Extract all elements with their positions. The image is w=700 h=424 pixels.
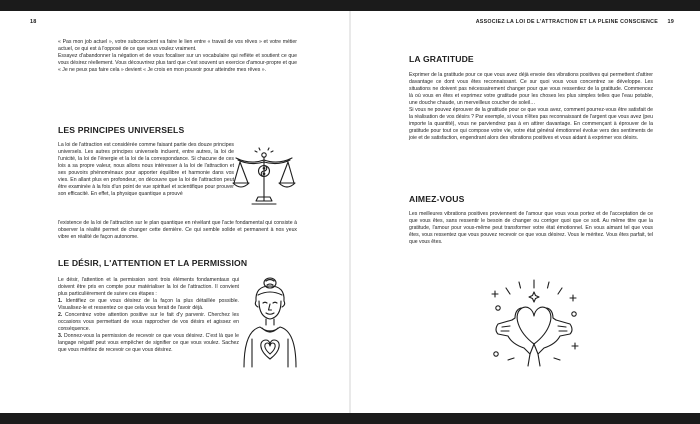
step-1-number: 1. (58, 298, 63, 305)
step-2 (58, 312, 239, 333)
left-page (0, 11, 350, 413)
desir-text (58, 277, 239, 355)
page-number-left: 18 (30, 19, 37, 25)
woman-portrait-illustration (240, 273, 300, 369)
book-spread (0, 11, 700, 413)
step-2-number: 2. (58, 312, 63, 319)
step-1-text: Identifiez ce que vous désirez de la façon la plus détaillée possible. Visualisez-le et ressentez ce que cela vous ferait de l'avoir déjà. (58, 298, 239, 312)
principes-wide-text: l'existence de la loi de l'attraction sur le plan quantique en révélant que l'acte fondamental qui consiste à observer la réalité permet de changer cette dernière. Ce qui semble solide et permanent à nos yeux vibre en réalité de façon autonome. (58, 220, 297, 241)
gratitude-paragraph-2: Si vous ne pouvez éprouver de la gratitude pour ce que vous avez, comment pourrez-vous être satisfait de la réalisation de vos désirs ? Par exemple, si vous n'êtes pas reconnaissant de l'argent que vous avez (peu importe la quantité), vous ne parviendrez pas à en attirer davantage. En commençant à éprouver de la gratitude pour tout ce qui compose votre vie, votre état général émotionnel évolue vers des sentiments de joie et de satisfaction, engendrant alors des vibrations positives et vous aidant à exprimer vos désirs. (409, 107, 653, 142)
step-3-text: Donnez-vous la permission de recevoir ce que vous désirez. C'est là que le langage négatif peut vous empêcher de signifier ce que vous voulez. Sachez que vous méritez de recevoir ce que vous désirez. (58, 333, 240, 354)
heading-aimez-vous: AIMEZ-VOUS (409, 194, 465, 204)
desir-intro: Le désir, l'attention et la permission sont trois éléments fondamentaux qui doivent être pris en compte pour matérialiser la loi de l'attraction. Il convient plus particulièrement de suivre ces étapes : (58, 277, 239, 298)
heart-hands-illustration (484, 274, 584, 370)
intro-paragraph-1: « Pas mon job actuel », votre subconscient va faire le lien entre « travail de vos rêves » et votre métier actuel, ce qui est à l'opposé de ce que vous voulez vraiment. (58, 39, 297, 53)
aimez-vous-paragraph: Les meilleures vibrations positives proviennent de l'amour que vous vous portez et de l'acceptation de ce que vous êtes, sans ressentir le besoin de changer ou corriger quoi que ce soit. Au même titre que la gratitude, l'amour pour vous-même peut transformer votre état émotionnel. En vous aimant tel que vous êtes, vous ressentez que vous pouvez recevoir ce que vous désirez. Vous le méritez. Vous êtes parfait, tel que vous êtes. (409, 211, 653, 246)
step-2-text: Concentrez votre attention positive sur le fait d'y parvenir. Cherchez les occasions vous permettant de vous rapprocher de vos désirs et agissez en conséquence. (58, 312, 239, 333)
running-head: ASSOCIEZ LA LOI DE L'ATTRACTION ET LA PLEINE CONSCIENCE (475, 19, 658, 25)
intro-paragraph-2: Essayez d'abandonner la négation et de vous focaliser sur un vocabulaire qui reflète et soutient ce que vous désirez réellement. Vous découvrirez plus tard que c'est souvent un exercice d'amour-propre et que « Je ne peux pas faire cela » devient « Je crois en mon pouvoir pour atteindre mes rêves ». (58, 53, 297, 74)
balance-scale-illustration (232, 145, 296, 209)
page-number-right: 19 (667, 19, 674, 25)
heading-desir-attention-permission: LE DÉSIR, L'ATTENTION ET LA PERMISSION (58, 258, 248, 268)
step-3 (58, 333, 239, 354)
heading-la-gratitude: LA GRATITUDE (409, 54, 474, 64)
step-3-number: 3. (58, 333, 63, 340)
step-1 (58, 298, 239, 312)
principes-narrow-text: La loi de l'attraction est considérée comme faisant partie des douze principes universels. Les autres principes universels incluent, entre autres, la loi de l'unicité, la loi de l'énergie et la loi de la correspondance. Si chacune de ces lois a sa propre valeur, nous allons nous intéresser à la loi de l'attraction et ses pouvoirs phénoménaux pour apporter équilibre et harmonie dans vos vies. En allant plus en profondeur, on découvre que la loi de l'attraction peut être examinée à la fois d'un point de vue spirituel et scientifique pour prouver son efficacité. En effet, la physique quantique a prouvé (58, 142, 234, 198)
gratitude-paragraph-1: Exprimer de la gratitude pour ce que vous avez déjà envoie des vibrations positives qui permettent d'attirer davantage ce dont vous êtes reconnaissant. Ce sur quoi vous vous concentrez se développe. Les situations ne doivent pas nécessairement changer pour que vous ressentiez de la gratitude. Commencez là où vous en êtes et exprimez votre gratitude pour les choses les plus simples telles que l'eau potable, une douche chaude, un merveilleux coucher de soleil… (409, 72, 653, 107)
intro-text (58, 39, 297, 74)
heading-principes-universels: LES PRINCIPES UNIVERSELS (58, 125, 185, 135)
right-page (350, 11, 700, 413)
gratitude-text (409, 72, 653, 142)
